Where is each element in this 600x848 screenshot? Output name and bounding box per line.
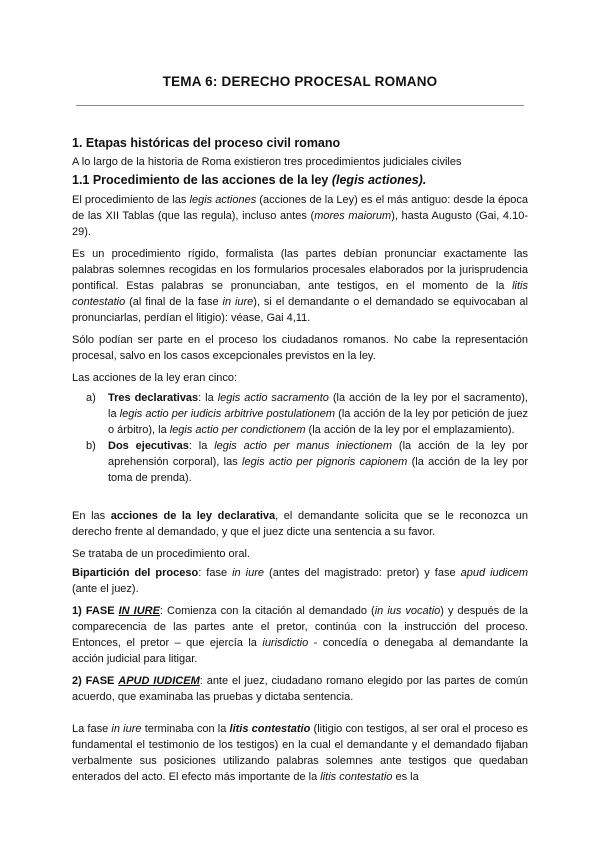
- section-heading-1: 1. Etapas históricas del proceso civil romano: [72, 136, 341, 150]
- paragraph-five-actions: Las acciones de la ley eran cinco:: [72, 372, 238, 384]
- intro-paragraph: A lo largo de la historia de Roma existieron tres procedimientos judiciales civiles: [72, 156, 462, 168]
- list-item-ejecutivas: b) Dos ejecutivas: la legis actio per manus iniectionem (la acción de la ley por aprehensión corporal), las legis actio per pignoris capionem (la acción de la ley por toma de prenda).: [86, 440, 528, 484]
- heading-text: 1.1 Procedimiento de las acciones de la ley: [72, 173, 332, 187]
- paragraph-fase-in-iure: 1) FASE IN IURE: Comienza con la citación al demandado (in ius vocatio) y después de la comparecencia de las partes ante el pretor, continúa con la instrucción del proceso. Entonces, el pretor – que ejercía la iurisdictio - concedía o denegaba al demandante la acción judicial para litigar.: [72, 605, 528, 665]
- paragraph-declarativa: En las acciones de la ley declarativa, el demandante solicita que se le reconozca un derecho frente al demandado, y que el juez dicte una sentencia a su favor.: [72, 510, 529, 538]
- paragraph-formalism: Es un procedimiento rígido, formalista (las partes debían pronunciar exactamente las palabras solemnes recogidas en los formularios procesales elaborados por la jurisprudencia pontifical. Estas palabras se pronunciaban, ante testigos, en el momento de la litis contestatio (al final de la fase in iure), si el demandante o el demandado se equivocaban al pronunciarlas, perdían el litigio): véase, Gai 4,11.: [72, 248, 528, 324]
- actions-list: [72, 390, 528, 486]
- heading-italic: (legis actiones).: [331, 173, 427, 187]
- title-divider: [76, 105, 524, 106]
- list-item-declarativas: a) Tres declarativas: la legis actio sacramento (la acción de la ley por el sacramento), la legis actio per iudicis arbitrive postulationem (la acción de la ley por petición de juez o árbitro), la legis actio per condictionem (la acción de la ley por el emplazamiento).: [86, 392, 528, 436]
- paragraph-litis-contestatio: La fase in iure terminaba con la litis contestatio (litigio con testigos, al ser oral el proceso es fundamental el testimonio de los testigos) en la cual el demandante y el demandado fijaban verbalmente sus posiciones utilizando palabras solemnes ante testigos que quedaban enterados del acto. El efecto más importante de la litis contestatio es la: [72, 723, 529, 783]
- paragraph-citizens: Sólo podían ser parte en el proceso los ciudadanos romanos. No cabe la representación procesal, salvo en los casos excepcionales previstos en la ley.: [72, 334, 528, 362]
- paragraph-fase-apud-iudicem: 2) FASE APUD IUDICEM: ante el juez, ciudadano romano elegido por las partes de común acuerdo, que examinaba las pruebas y dictaba sentencia.: [72, 675, 528, 703]
- paragraph-oral: Se trataba de un procedimiento oral.: [72, 548, 250, 560]
- document-title: TEMA 6: DERECHO PROCESAL ROMANO: [162, 74, 438, 89]
- paragraph-legis-actiones: El procedimiento de las legis actiones (acciones de la Ley) es el más antiguo: desde la época de las XII Tablas (que las regula), incluso antes (mores maiorum), hasta Augusto (Gai, 4.10-29).: [72, 194, 529, 238]
- paragraph-biparticion: Bipartición del proceso: fase in iure (antes del magistrado: pretor) y fase apud iudicem (ante el juez).: [72, 567, 529, 595]
- subsection-heading-1-1: [72, 173, 528, 187]
